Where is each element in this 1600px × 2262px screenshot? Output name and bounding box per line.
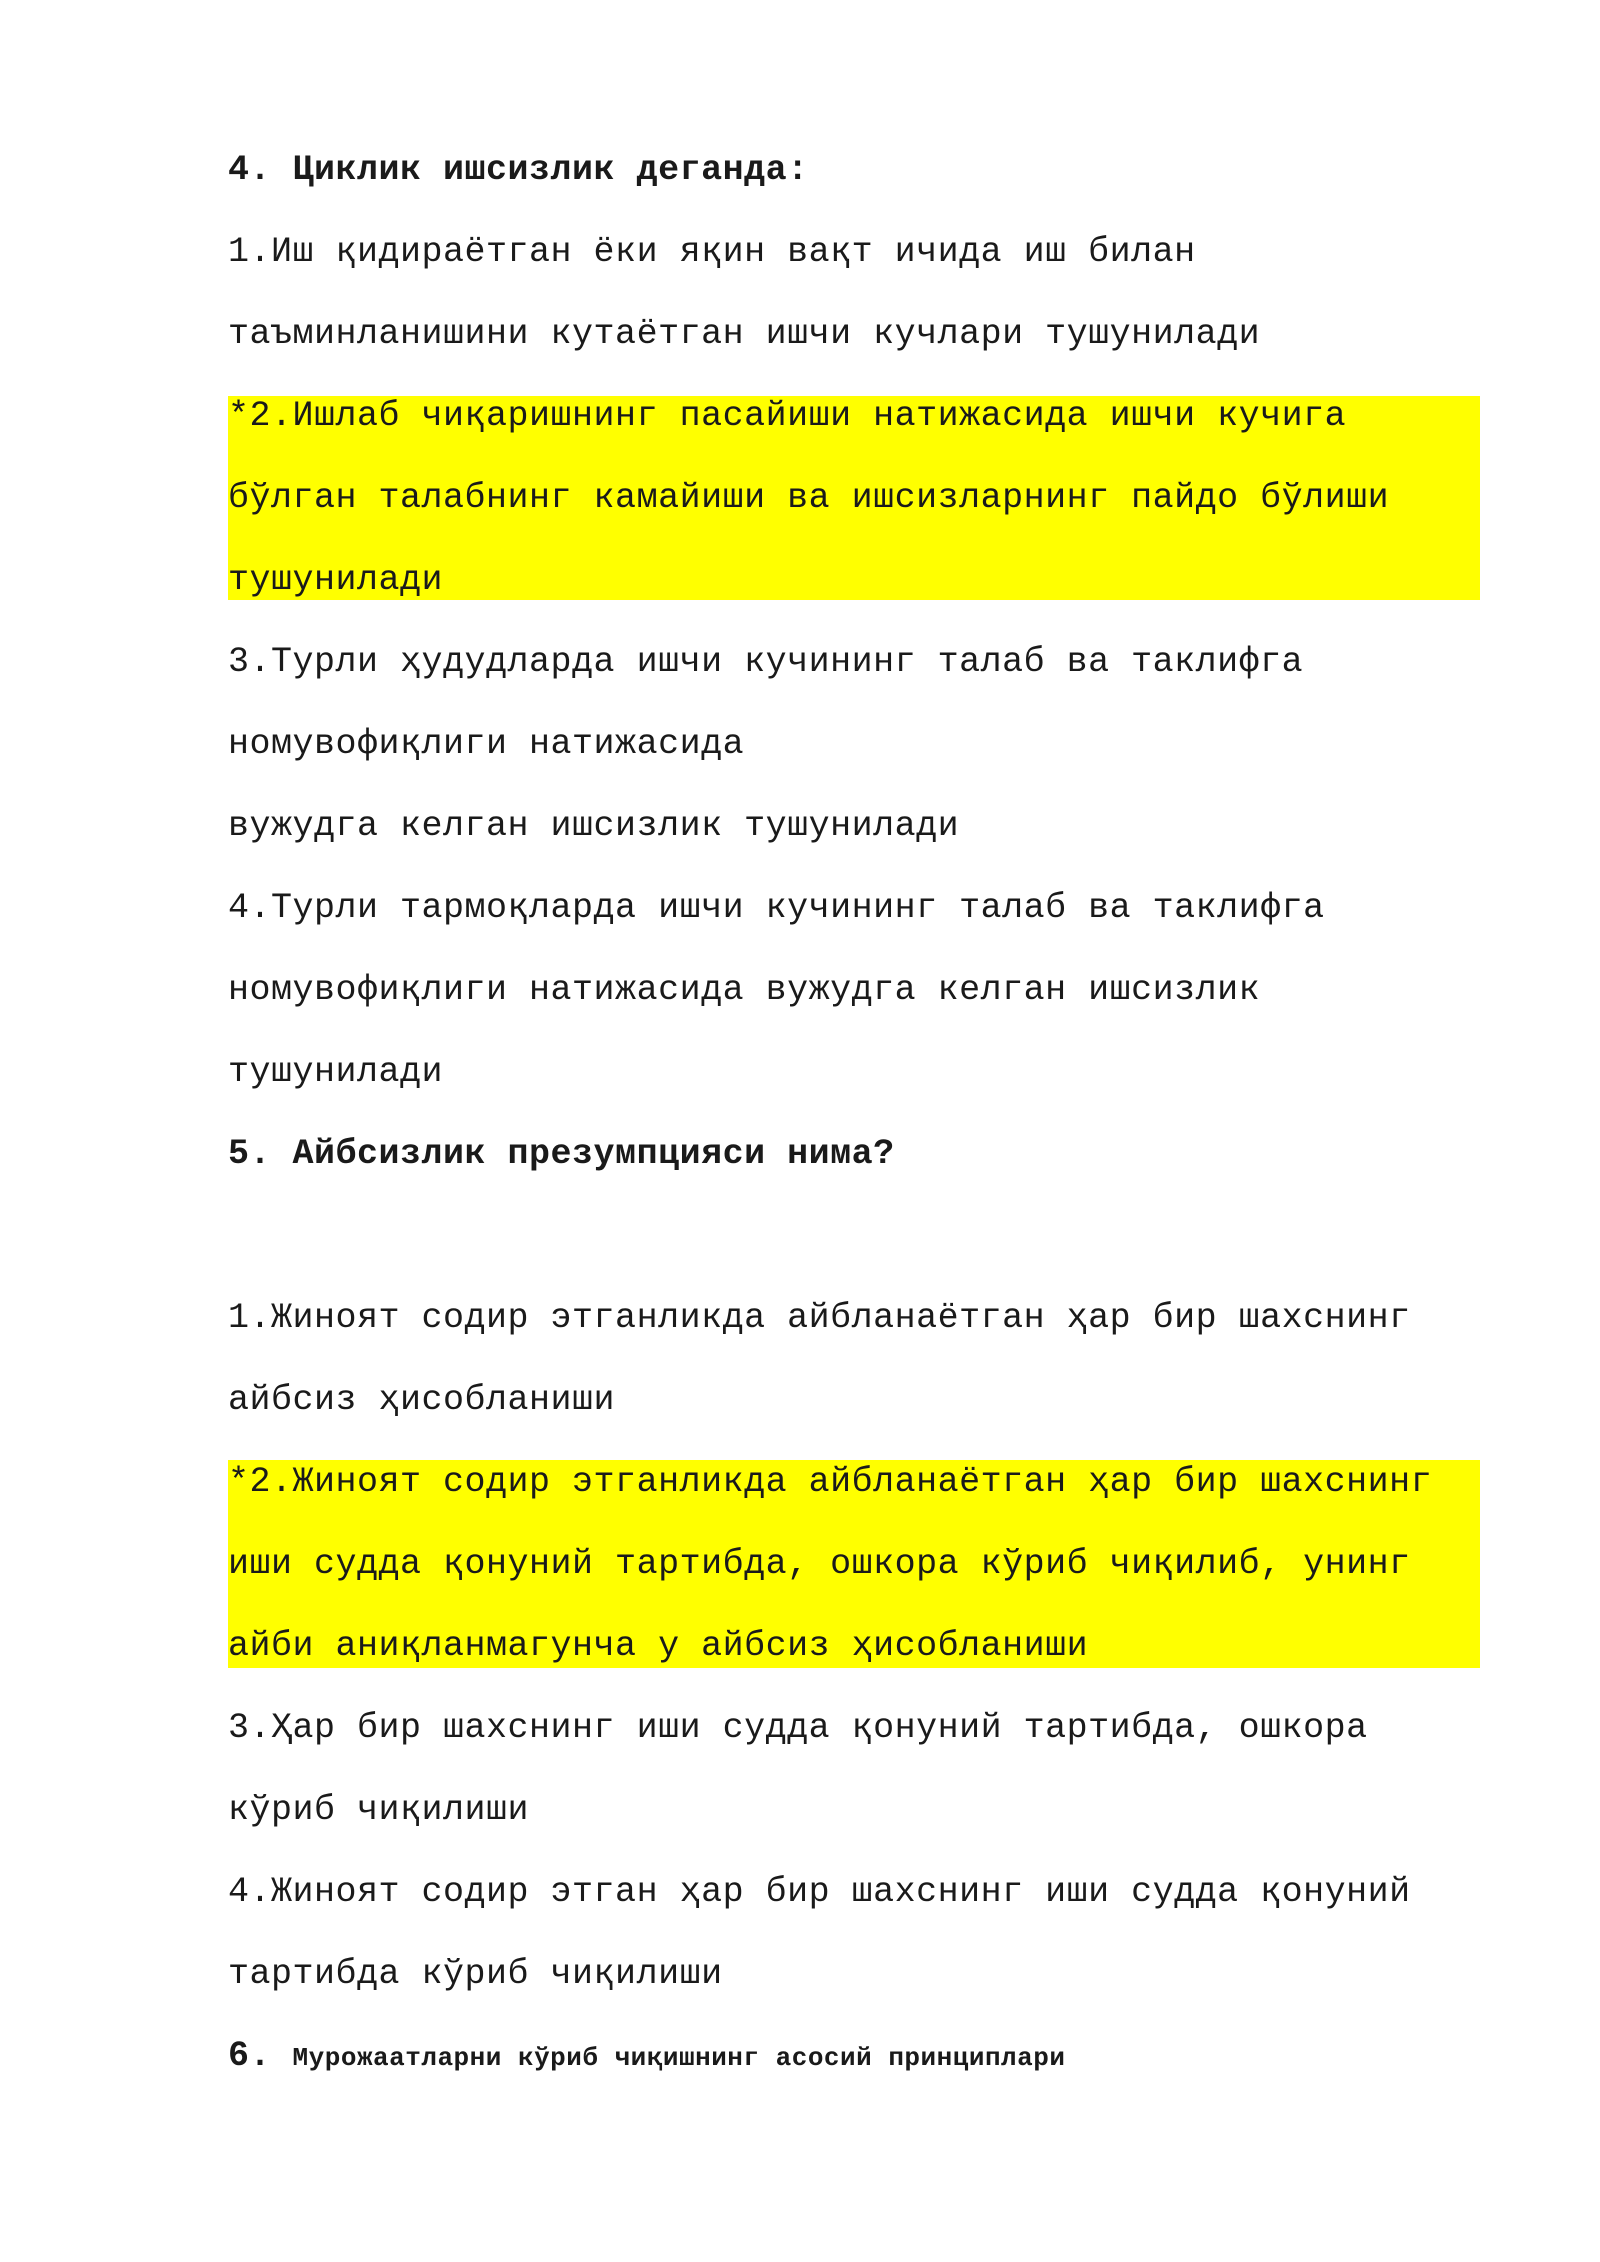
q6-title-text: Мурожаатларни кўриб чиқишнинг асосий принциплари [292,2043,1066,2073]
q5-option4-line1: 4.Жиноят содир этган ҳар бир шахснинг иши судда қонуний [228,1872,1411,1912]
q6-number: 6. [228,2036,272,2076]
q4-option4-line1: 4.Турли тармоқларда ишчи кучининг талаб ва таклифга [228,888,1325,928]
q4-option2-line3: тушунилади [228,560,444,600]
q4-option2-line2: бўлган талабнинг камайиши ва ишсизларнинг пайдо бўлиши [228,478,1390,518]
q4-option2-line1: *2.Ишлаб чиқаришнинг пасайиши натижасида ишчи кучига [228,396,1347,436]
q5-option2-line1: *2.Жиноят содир этганликда айбланаётган ҳар бир шахснинг [228,1462,1433,1502]
q5-option2-line3: айби аниқланмагунча у айбсиз ҳисобланиши [228,1626,1089,1666]
q4-option4-line2: номувофиқлиги натижасида вужудга келган ишсизлик [228,970,1261,1010]
q4-option4-line3: тушунилади [228,1052,444,1092]
q4-title: 4. Циклик ишсизлик деганда: [228,150,809,190]
q5-option3-line1: 3.Ҳар бир шахснинг иши судда қонуний тартибда, ошкора [228,1708,1368,1748]
q4-option3-line3: вужудга келган ишсизлик тушунилади [228,806,960,846]
q5-option3-line2: кўриб чиқилиши [228,1790,530,1830]
q4-option1-line1: 1.Иш қидираётган ёки яқин вақт ичида иш билан [228,232,1196,272]
q4-option3-line2: номувофиқлиги натижасида [228,724,745,764]
q5-option1-line1: 1.Жиноят содир этганликда айбланаётган ҳар бир шахснинг [228,1298,1411,1338]
q5-title: 5. Айбсизлик презумпцияси нима? [228,1134,895,1174]
q5-option2-line2: иши судда қонуний тартибда, ошкора кўриб чиқилиб, унинг [228,1544,1411,1584]
q6-title [228,2034,1065,2080]
q4-option1-line2: таъминланишини кутаётган ишчи кучлари тушунилади [228,314,1261,354]
q4-option3-line1: 3.Турли ҳудудларда ишчи кучининг талаб ва таклифга [228,642,1304,682]
q5-option4-line2: тартибда кўриб чиқилиши [228,1954,723,1994]
q5-option1-line2: айбсиз ҳисобланиши [228,1380,616,1420]
